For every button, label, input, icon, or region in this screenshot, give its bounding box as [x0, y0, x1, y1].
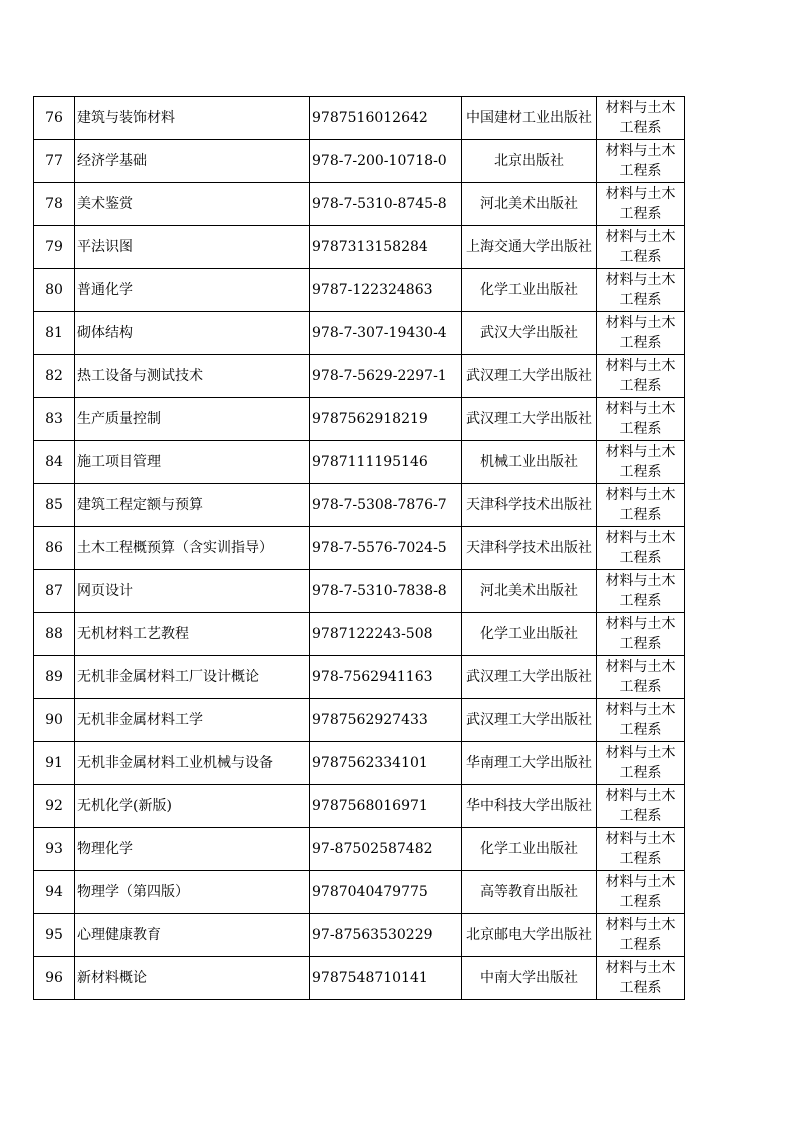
book-title-cell: 美术鉴赏	[75, 183, 310, 226]
department-line-1: 材料与土木	[605, 960, 676, 976]
isbn-cell: 9787548710141	[310, 957, 462, 1000]
department-line-2: 工程系	[619, 636, 662, 652]
department-line-1: 材料与土木	[605, 143, 676, 159]
department-line-2: 工程系	[619, 120, 662, 136]
department-line-2: 工程系	[619, 163, 662, 179]
department-cell	[597, 183, 685, 226]
isbn-cell: 9787568016971	[310, 785, 462, 828]
department-line-2: 工程系	[619, 894, 662, 910]
isbn-cell: 9787122243-508	[310, 613, 462, 656]
department-cell	[597, 656, 685, 699]
table-row	[34, 97, 685, 140]
isbn-cell: 97-87502587482	[310, 828, 462, 871]
department-line-2: 工程系	[619, 980, 662, 996]
department-line-2: 工程系	[619, 249, 662, 265]
table-row	[34, 183, 685, 226]
book-title-cell: 无机材料工艺教程	[75, 613, 310, 656]
publisher-cell: 河北美术出版社	[462, 183, 597, 226]
publisher-cell: 上海交通大学出版社	[462, 226, 597, 269]
row-number-cell: 81	[34, 312, 75, 355]
isbn-cell: 978-7-5576-7024-5	[310, 527, 462, 570]
table-row	[34, 527, 685, 570]
department-cell	[597, 871, 685, 914]
isbn-cell: 9787562927433	[310, 699, 462, 742]
department-cell	[597, 914, 685, 957]
department-cell	[597, 699, 685, 742]
publisher-cell: 中国建材工业出版社	[462, 97, 597, 140]
row-number-cell: 86	[34, 527, 75, 570]
isbn-cell: 978-7-5310-8745-8	[310, 183, 462, 226]
department-line-2: 工程系	[619, 679, 662, 695]
book-title-cell: 普通化学	[75, 269, 310, 312]
book-title-cell: 建筑与装饰材料	[75, 97, 310, 140]
book-title-cell: 无机非金属材料工学	[75, 699, 310, 742]
book-title-cell: 土木工程概预算（含实训指导）	[75, 527, 310, 570]
row-number-cell: 83	[34, 398, 75, 441]
row-number-cell: 94	[34, 871, 75, 914]
publisher-cell: 北京出版社	[462, 140, 597, 183]
department-line-2: 工程系	[619, 335, 662, 351]
department-line-1: 材料与土木	[605, 530, 676, 546]
department-cell	[597, 570, 685, 613]
department-line-2: 工程系	[619, 765, 662, 781]
department-cell	[597, 226, 685, 269]
table-row	[34, 398, 685, 441]
publisher-cell: 河北美术出版社	[462, 570, 597, 613]
department-cell	[597, 355, 685, 398]
table-row	[34, 269, 685, 312]
row-number-cell: 96	[34, 957, 75, 1000]
table-row	[34, 140, 685, 183]
row-number-cell: 92	[34, 785, 75, 828]
publisher-cell: 武汉理工大学出版社	[462, 699, 597, 742]
department-cell	[597, 613, 685, 656]
department-line-1: 材料与土木	[605, 831, 676, 847]
book-title-cell: 平法识图	[75, 226, 310, 269]
row-number-cell: 95	[34, 914, 75, 957]
isbn-cell: 9787516012642	[310, 97, 462, 140]
publisher-cell: 华南理工大学出版社	[462, 742, 597, 785]
book-title-cell: 心理健康教育	[75, 914, 310, 957]
publisher-cell: 天津科学技术出版社	[462, 527, 597, 570]
isbn-cell: 9787040479775	[310, 871, 462, 914]
department-line-2: 工程系	[619, 937, 662, 953]
isbn-cell: 978-7-5308-7876-7	[310, 484, 462, 527]
publisher-cell: 机械工业出版社	[462, 441, 597, 484]
department-line-1: 材料与土木	[605, 745, 676, 761]
department-line-2: 工程系	[619, 464, 662, 480]
isbn-cell: 9787-122324863	[310, 269, 462, 312]
department-line-1: 材料与土木	[605, 874, 676, 890]
department-line-1: 材料与土木	[605, 788, 676, 804]
department-cell	[597, 312, 685, 355]
row-number-cell: 93	[34, 828, 75, 871]
department-line-1: 材料与土木	[605, 100, 676, 116]
row-number-cell: 76	[34, 97, 75, 140]
department-cell	[597, 398, 685, 441]
isbn-cell: 9787313158284	[310, 226, 462, 269]
department-line-1: 材料与土木	[605, 401, 676, 417]
row-number-cell: 79	[34, 226, 75, 269]
table-row	[34, 355, 685, 398]
publisher-cell: 武汉大学出版社	[462, 312, 597, 355]
department-line-1: 材料与土木	[605, 229, 676, 245]
publisher-cell: 武汉理工大学出版社	[462, 398, 597, 441]
department-line-2: 工程系	[619, 722, 662, 738]
row-number-cell: 87	[34, 570, 75, 613]
book-title-cell: 热工设备与测试技术	[75, 355, 310, 398]
department-cell	[597, 484, 685, 527]
department-line-1: 材料与土木	[605, 272, 676, 288]
publisher-cell: 天津科学技术出版社	[462, 484, 597, 527]
book-title-cell: 施工项目管理	[75, 441, 310, 484]
department-cell	[597, 527, 685, 570]
isbn-cell: 978-7-200-10718-0	[310, 140, 462, 183]
department-cell	[597, 828, 685, 871]
row-number-cell: 84	[34, 441, 75, 484]
book-title-cell: 无机非金属材料工厂设计概论	[75, 656, 310, 699]
department-cell	[597, 441, 685, 484]
row-number-cell: 89	[34, 656, 75, 699]
department-line-1: 材料与土木	[605, 616, 676, 632]
department-line-2: 工程系	[619, 421, 662, 437]
table-row	[34, 914, 685, 957]
department-line-2: 工程系	[619, 507, 662, 523]
book-title-cell: 新材料概论	[75, 957, 310, 1000]
row-number-cell: 90	[34, 699, 75, 742]
department-line-1: 材料与土木	[605, 186, 676, 202]
isbn-cell: 97-87563530229	[310, 914, 462, 957]
department-line-1: 材料与土木	[605, 702, 676, 718]
department-line-2: 工程系	[619, 550, 662, 566]
department-cell	[597, 957, 685, 1000]
book-title-cell: 建筑工程定额与预算	[75, 484, 310, 527]
department-line-1: 材料与土木	[605, 917, 676, 933]
department-line-2: 工程系	[619, 292, 662, 308]
book-title-cell: 无机化学(新版)	[75, 785, 310, 828]
department-line-2: 工程系	[619, 206, 662, 222]
row-number-cell: 88	[34, 613, 75, 656]
publisher-cell: 华中科技大学出版社	[462, 785, 597, 828]
publisher-cell: 化学工业出版社	[462, 613, 597, 656]
department-line-1: 材料与土木	[605, 444, 676, 460]
table-row	[34, 699, 685, 742]
isbn-cell: 978-7-5310-7838-8	[310, 570, 462, 613]
table-row	[34, 785, 685, 828]
table-row	[34, 484, 685, 527]
row-number-cell: 78	[34, 183, 75, 226]
book-title-cell: 物理化学	[75, 828, 310, 871]
table-row	[34, 656, 685, 699]
department-line-2: 工程系	[619, 808, 662, 824]
department-line-2: 工程系	[619, 593, 662, 609]
isbn-cell: 9787562918219	[310, 398, 462, 441]
department-line-1: 材料与土木	[605, 315, 676, 331]
row-number-cell: 82	[34, 355, 75, 398]
department-line-2: 工程系	[619, 851, 662, 867]
isbn-cell: 978-7562941163	[310, 656, 462, 699]
table-row	[34, 613, 685, 656]
table-row	[34, 570, 685, 613]
isbn-cell: 9787562334101	[310, 742, 462, 785]
department-cell	[597, 785, 685, 828]
department-line-1: 材料与土木	[605, 659, 676, 675]
publisher-cell: 中南大学出版社	[462, 957, 597, 1000]
table-row	[34, 742, 685, 785]
publisher-cell: 高等教育出版社	[462, 871, 597, 914]
table-row	[34, 441, 685, 484]
book-title-cell: 无机非金属材料工业机械与设备	[75, 742, 310, 785]
isbn-cell: 978-7-307-19430-4	[310, 312, 462, 355]
book-title-cell: 网页设计	[75, 570, 310, 613]
department-line-1: 材料与土木	[605, 487, 676, 503]
publisher-cell: 武汉理工大学出版社	[462, 355, 597, 398]
table-row	[34, 226, 685, 269]
department-line-1: 材料与土木	[605, 573, 676, 589]
publisher-cell: 北京邮电大学出版社	[462, 914, 597, 957]
publisher-cell: 武汉理工大学出版社	[462, 656, 597, 699]
book-title-cell: 经济学基础	[75, 140, 310, 183]
publisher-cell: 化学工业出版社	[462, 269, 597, 312]
book-title-cell: 生产质量控制	[75, 398, 310, 441]
row-number-cell: 77	[34, 140, 75, 183]
book-title-cell: 砌体结构	[75, 312, 310, 355]
isbn-cell: 978-7-5629-2297-1	[310, 355, 462, 398]
table-row	[34, 828, 685, 871]
isbn-cell: 9787111195146	[310, 441, 462, 484]
row-number-cell: 85	[34, 484, 75, 527]
textbook-table	[33, 96, 685, 1000]
table-row	[34, 871, 685, 914]
department-cell	[597, 742, 685, 785]
department-line-1: 材料与土木	[605, 358, 676, 374]
department-cell	[597, 140, 685, 183]
book-title-cell: 物理学（第四版）	[75, 871, 310, 914]
table-body	[34, 97, 685, 1000]
row-number-cell: 91	[34, 742, 75, 785]
row-number-cell: 80	[34, 269, 75, 312]
department-cell	[597, 269, 685, 312]
department-line-2: 工程系	[619, 378, 662, 394]
table-row	[34, 957, 685, 1000]
publisher-cell: 化学工业出版社	[462, 828, 597, 871]
table-row	[34, 312, 685, 355]
department-cell	[597, 97, 685, 140]
